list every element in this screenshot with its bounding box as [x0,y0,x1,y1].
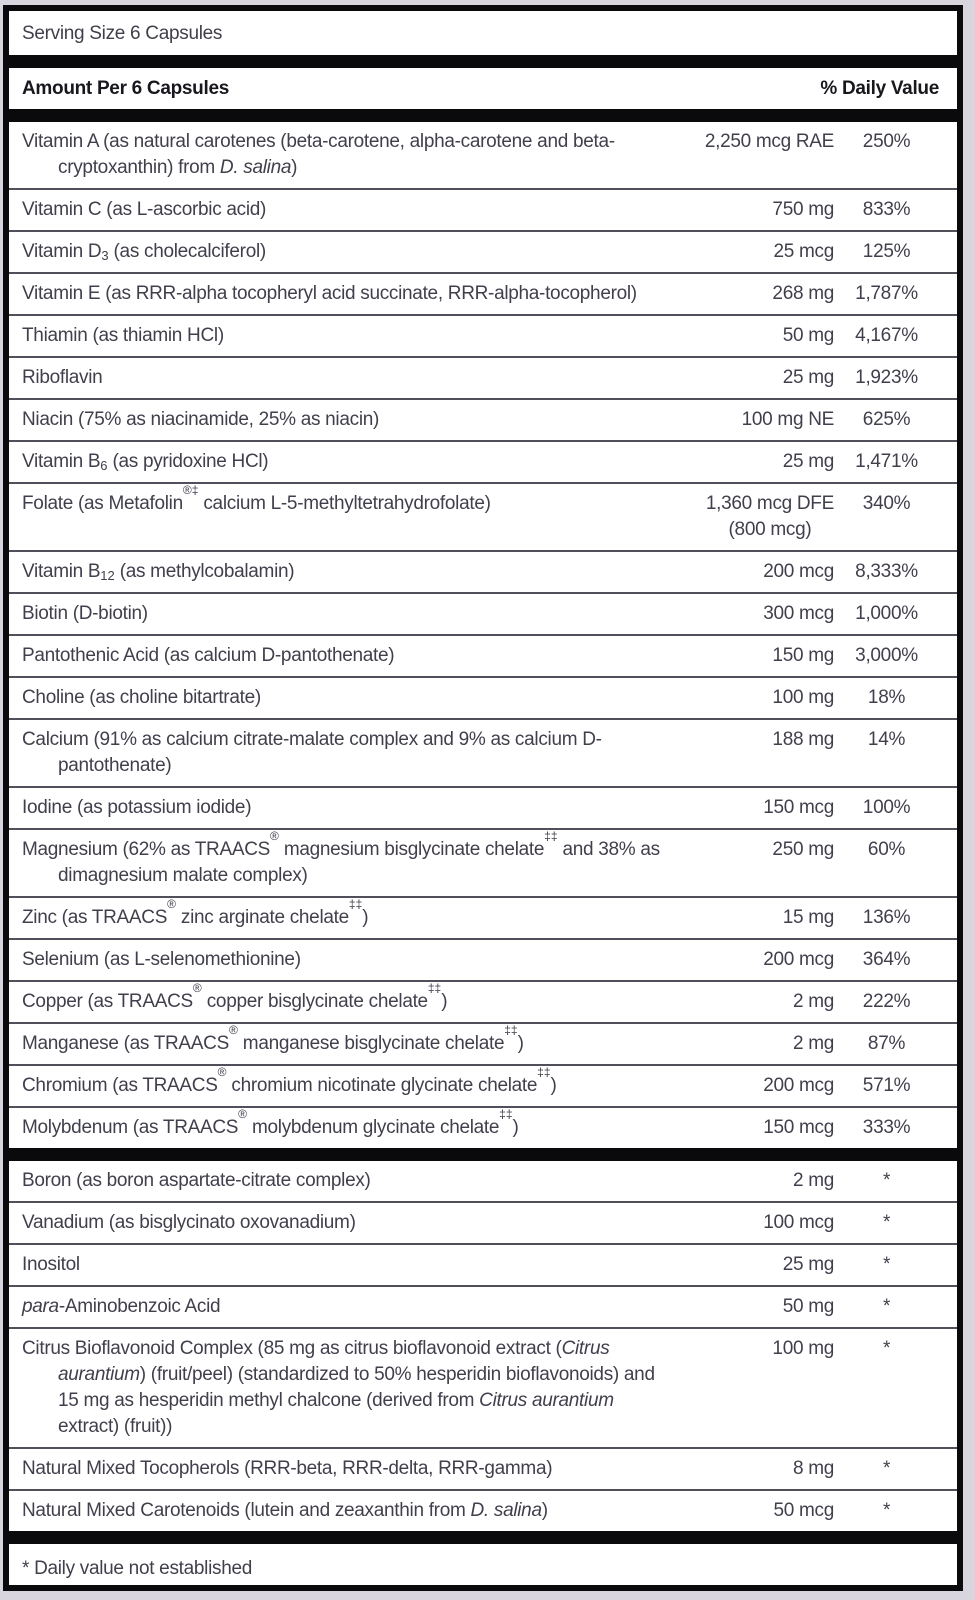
thick-divider-bar [9,1148,957,1161]
ingredient-amount: 50 mg [782,325,834,346]
ingredient-name: Vitamin A (as natural carotenes (beta-carotene, alpha-carotene and beta-cryptoxanthin) from D. salina) [22,131,615,178]
amount-column-header: Amount Per 6 Capsules [22,78,229,99]
serving-size-text: Serving Size 6 Capsules [22,23,223,44]
ingredient-daily-value: 333% [862,1117,911,1138]
thick-divider-bar [9,109,957,122]
ingredient-daily-value: 8,333% [855,561,918,582]
ingredient-name: Riboflavin [22,367,103,388]
ingredient-name: Vitamin $D_3$ (as cholecalciferol) [22,241,266,263]
supplement-facts-panel [3,5,963,1591]
ingredient-daily-value: 1,471% [855,451,918,472]
ingredient-daily-value: * [882,1254,891,1275]
ingredient-name: Calcium (91% as calcium citrate-malate complex and 9% as calcium D-pantothenate) [22,729,602,776]
ingredient-daily-value: 136% [862,907,911,928]
ingredient-amount: 188 mg [772,729,834,750]
ingredient-amount: 150 mcg [763,797,834,818]
ingredient-daily-value: 625% [862,409,911,430]
ingredient-name: Niacin (75% as niacinamide, 25% as niacin) [22,409,380,430]
ingredient-amount: 150 mcg [763,1117,834,1138]
daily-value-column-header: % Daily Value [820,78,939,99]
ingredient-name: Manganese (as TRAACS® manganese bisglycinate chelate‡‡) [22,1023,524,1054]
ingredient-amount: 2 mg [792,991,834,1012]
table-row [9,1106,957,1148]
ingredient-amount: 268 mg [772,283,834,304]
ingredient-name: Selenium (as L-selenomethionine) [22,949,301,970]
ingredient-daily-value: 1,787% [855,283,918,304]
ingredient-daily-value: 833% [862,199,911,220]
ingredient-daily-value: * [882,1458,891,1479]
ingredient-amount: 50 mg [782,1296,834,1317]
ingredient-daily-value: 1,000% [855,603,918,624]
ingredient-amount: 1,360 mcg DFE (800 mcg) [705,493,834,540]
table-row [9,592,957,634]
ingredient-daily-value: * [882,1500,891,1521]
ingredient-name: Zinc (as TRAACS® zinc arginate chelate‡‡) [22,897,369,928]
ingredient-daily-value: 125% [862,241,911,262]
ingredient-daily-value: 571% [862,1075,911,1096]
table-row [9,356,957,398]
ingredient-daily-value: 3,000% [855,645,918,666]
ingredient-daily-value: 18% [867,687,906,708]
ingredient-amount: 300 mcg [763,603,834,624]
ingredient-name: Copper (as TRAACS® copper bisglycinate chelate‡‡) [22,981,448,1012]
thick-divider-bar [9,1531,957,1544]
ingredient-name: Vitamin E (as RRR-alpha tocopheryl acid succinate, RRR-alpha-tocopherol) [22,283,637,304]
thick-divider-bar [9,55,957,68]
table-row [9,676,957,718]
ingredient-amount: 25 mg [782,1254,834,1275]
ingredient-amount: 100 mg [772,1338,834,1359]
ingredient-name: Inositol [22,1254,80,1275]
ingredient-amount: 8 mg [792,1458,834,1479]
table-row [9,1447,957,1489]
table-row [9,938,957,980]
table-row [9,1489,957,1531]
ingredient-name: Thiamin (as thiamin HCl) [22,325,224,346]
table-row [9,550,957,592]
ingredient-daily-value: 4,167% [855,325,918,346]
table-row [9,314,957,356]
ingredient-amount: 200 mcg [763,561,834,582]
table-row [9,1285,957,1327]
table-row [9,230,957,272]
ingredient-amount: 25 mg [782,451,834,472]
daily-value-footnote: * Daily value not established [22,1558,252,1579]
ingredient-daily-value: 364% [862,949,911,970]
ingredient-amount: 100 mg NE [741,409,834,430]
table-row [9,482,957,550]
table-row [9,440,957,482]
ingredient-amount: 2 mg [792,1170,834,1191]
ingredient-amount: 250 mg [772,839,834,860]
ingredient-name: para-Aminobenzoic Acid [22,1296,221,1317]
ingredient-name: Vitamin $B_6$ (as pyridoxine HCl) [22,451,269,473]
table-row [9,1201,957,1243]
ingredient-amount: 200 mcg [763,949,834,970]
ingredient-amount: 150 mg [772,645,834,666]
ingredient-amount: 200 mcg [763,1075,834,1096]
ingredient-name: Magnesium (62% as TRAACS® magnesium bisglycinate chelate‡‡ and 38% as dimagnesium malate complex) [22,829,660,886]
ingredient-daily-value: 60% [867,839,906,860]
ingredient-name: Vitamin C (as L-ascorbic acid) [22,199,267,220]
table-row [9,1064,957,1106]
table-row [9,1161,957,1201]
ingredient-name: Iodine (as potassium iodide) [22,797,252,818]
table-row [9,786,957,828]
ingredient-daily-value: 1,923% [855,367,918,388]
ingredient-amount: 15 mg [782,907,834,928]
ingredient-amount: 100 mcg [763,1212,834,1233]
ingredient-name: Boron (as boron aspartate-citrate complex) [22,1170,371,1191]
table-row [9,188,957,230]
ingredient-amount: 50 mcg [773,1500,834,1521]
ingredient-name: Pantothenic Acid (as calcium D-pantothenate) [22,645,395,666]
table-row [9,828,957,896]
ingredient-amount: 750 mg [772,199,834,220]
table-row [9,980,957,1022]
ingredient-daily-value: * [882,1170,891,1191]
ingredient-daily-value: 250% [862,131,911,152]
table-row [9,1327,957,1447]
table-row [9,122,957,188]
ingredient-daily-value: 100% [862,797,911,818]
table-row [9,634,957,676]
ingredient-daily-value: 340% [862,493,911,514]
ingredient-name: Citrus Bioflavonoid Complex (85 mg as citrus bioflavonoid extract (Citrus aurantium) (fruit/peel) (standardized to 50% hesperidin bioflavonoids) and 15 mg as hesperidin methyl chalcone (derived from Citrus aurantium extract) (fruit)) [22,1338,655,1437]
ingredient-daily-value: * [882,1338,891,1359]
ingredient-name: Vanadium (as bisglycinato oxovanadium) [22,1212,356,1233]
ingredient-daily-value: 14% [867,729,906,750]
ingredient-name: Natural Mixed Tocopherols (RRR-beta, RRR-delta, RRR-gamma) [22,1458,553,1479]
other-ingredients-section [9,1161,957,1531]
table-row [9,398,957,440]
table-row [9,896,957,938]
ingredient-name: Chromium (as TRAACS® chromium nicotinate glycinate chelate‡‡) [22,1065,557,1096]
table-row [9,1022,957,1064]
table-row [9,272,957,314]
ingredient-amount: 25 mg [782,367,834,388]
table-row [9,1243,957,1285]
ingredient-name: Choline (as choline bitartrate) [22,687,261,708]
ingredient-name: Biotin (D-biotin) [22,603,148,624]
ingredient-name: Molybdenum (as TRAACS® molybdenum glycinate chelate‡‡) [22,1107,519,1138]
ingredient-amount: 2 mg [792,1033,834,1054]
ingredient-amount: 25 mcg [773,241,834,262]
main-ingredients-section [9,122,957,1148]
ingredient-name: Vitamin $B_{12}$ (as methylcobalamin) [22,561,295,583]
ingredient-daily-value: * [882,1296,891,1317]
ingredient-daily-value: 87% [867,1033,906,1054]
ingredient-daily-value: 222% [862,991,911,1012]
ingredient-name: Folate (as Metafolin®‡ calcium L-5-methyltetrahydrofolate) [22,483,491,514]
table-row [9,718,957,786]
ingredient-amount: 2,250 mcg RAE [704,131,834,152]
ingredient-daily-value: * [882,1212,891,1233]
ingredient-amount: 100 mg [772,687,834,708]
ingredient-name: Natural Mixed Carotenoids (lutein and zeaxanthin from D. salina) [22,1500,548,1521]
column-header-row [9,68,957,109]
